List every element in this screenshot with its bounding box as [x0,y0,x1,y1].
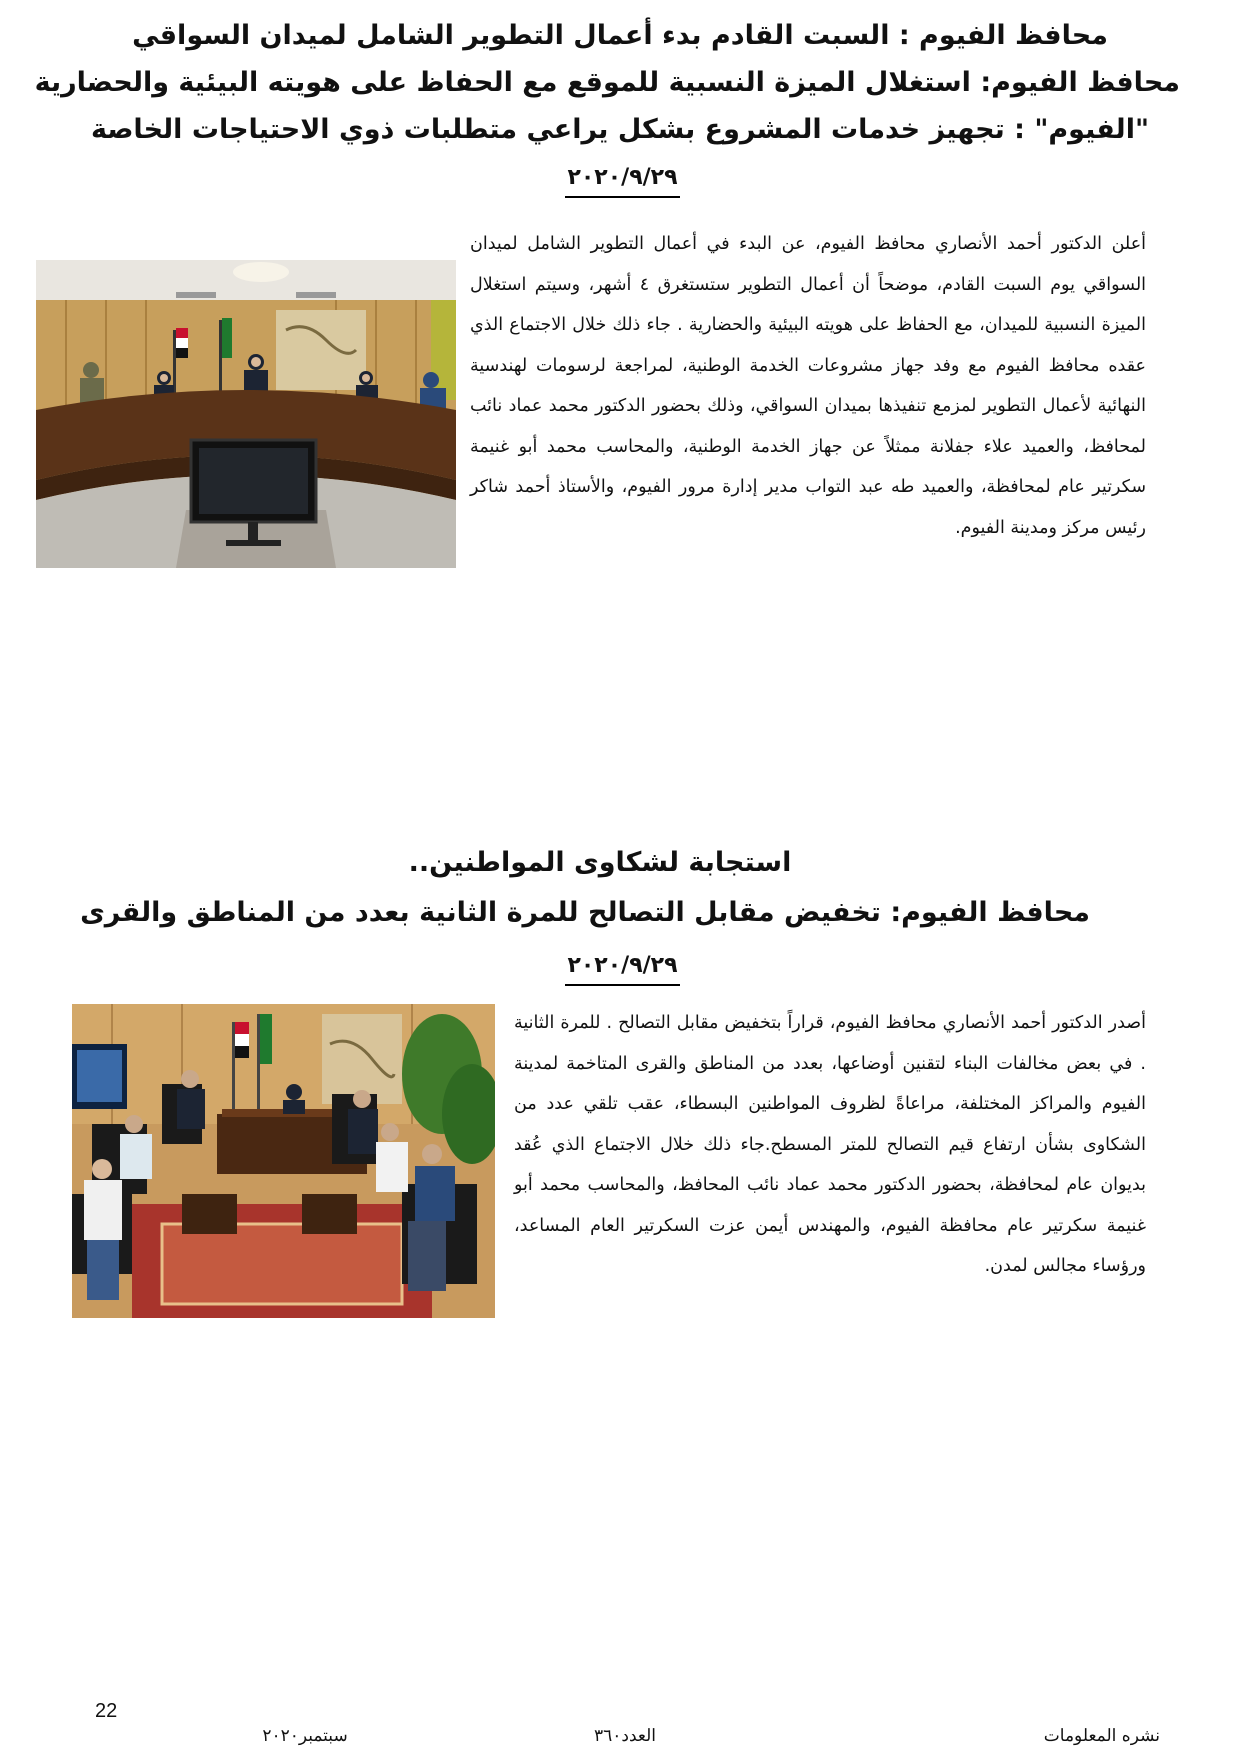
article2-meeting-photo [72,1004,495,1318]
footer-issue: العدد٣٦٠ [593,1726,656,1746]
article1-headline-3: "الفيوم" : تجهيز خدمات المشروع بشكل يراعي متطلبات ذوي الاحتياجات الخاصة [90,114,1150,145]
article1-date: ٢٠٢٠/٩/٢٩ [565,162,680,198]
footer-publication: نشره المعلومات [1043,1726,1160,1746]
article1-meeting-photo [36,260,456,568]
page-number: 22 [95,1700,118,1722]
article1-headline-1: محافظ الفيوم : السبت القادم بدء أعمال التطوير الشامل لميدان السواقي [132,20,1108,51]
footer-month: سبتمبر٢٠٢٠ [262,1726,348,1746]
article2-body: أصدر الدكتور أحمد الأنصاري محافظ الفيوم، قراراً بتخفيض مقابل التصالح . للمرة الثانية . في بعض مخالفات البناء لتقنين أوضاعها، بعدد من المناطق والقرى المتاخمة لمدينة الفيوم والمراكز المختلفة، مراعاةً لظروف المواطنين البسطاء، عقب تلقي عدد من الشكاوى بشأن ارتفاع قيم التصالح للمتر المسطح.جاء ذلك خلال الاجتماع الذي عُقد بديوان عام لمحافظة، بحضور الدكتور محمد عماد نائب المحافظ، والمحاسب محمد أبو غنيمة سكرتير عام محافظة الفيوم، والمهندس أيمن عزت السكرتير العام المساعد، ورؤساء مجالس لمدن. [514,1013,1146,1276]
article1-headline-2: محافظ الفيوم: استغلال الميزة النسبية للموقع مع الحفاظ على هويته البيئية والحضارية [34,67,1180,98]
article2-headline-2: محافظ الفيوم: تخفيض مقابل التصالح للمرة الثانية بعدد من المناطق والقرى [80,897,1090,928]
article2-date: ٢٠٢٠/٩/٢٩ [565,950,680,986]
article2-headline-1: استجابة لشكاوى المواطنين.. [408,847,792,878]
article1-body: أعلن الدكتور أحمد الأنصاري محافظ الفيوم، عن البدء في أعمال التطوير الشامل لميدان السواقي يوم السبت القادم، موضحاً أن أعمال التطوير ستستغرق ٤ أشهر، وسيتم استغلال الميزة النسبية للميدان، مع الحفاظ على هويته البيئية والحضارية . جاء ذلك خلال الاجتماع الذي عقده محافظ الفيوم مع وفد جهاز مشروعات الخدمة الوطنية، لمراجعة لرسومات لهندسية النهائية لأعمال التطوير لمزمع تنفيذها بميدان السواقي، وذلك بحضور الدكتور محمد عماد نائب لمحافظ، والعميد علاء جفلانة ممثلاً عن جهاز الخدمة الوطنية، والمحاسب محمد أبو غنيمة سكرتير عام لمحافظة، والعميد طه عبد التواب مدير إدارة مرور الفيوم، والأستاذ أحمد شاكر رئيس مركز ومدينة الفيوم. [470,234,1147,538]
